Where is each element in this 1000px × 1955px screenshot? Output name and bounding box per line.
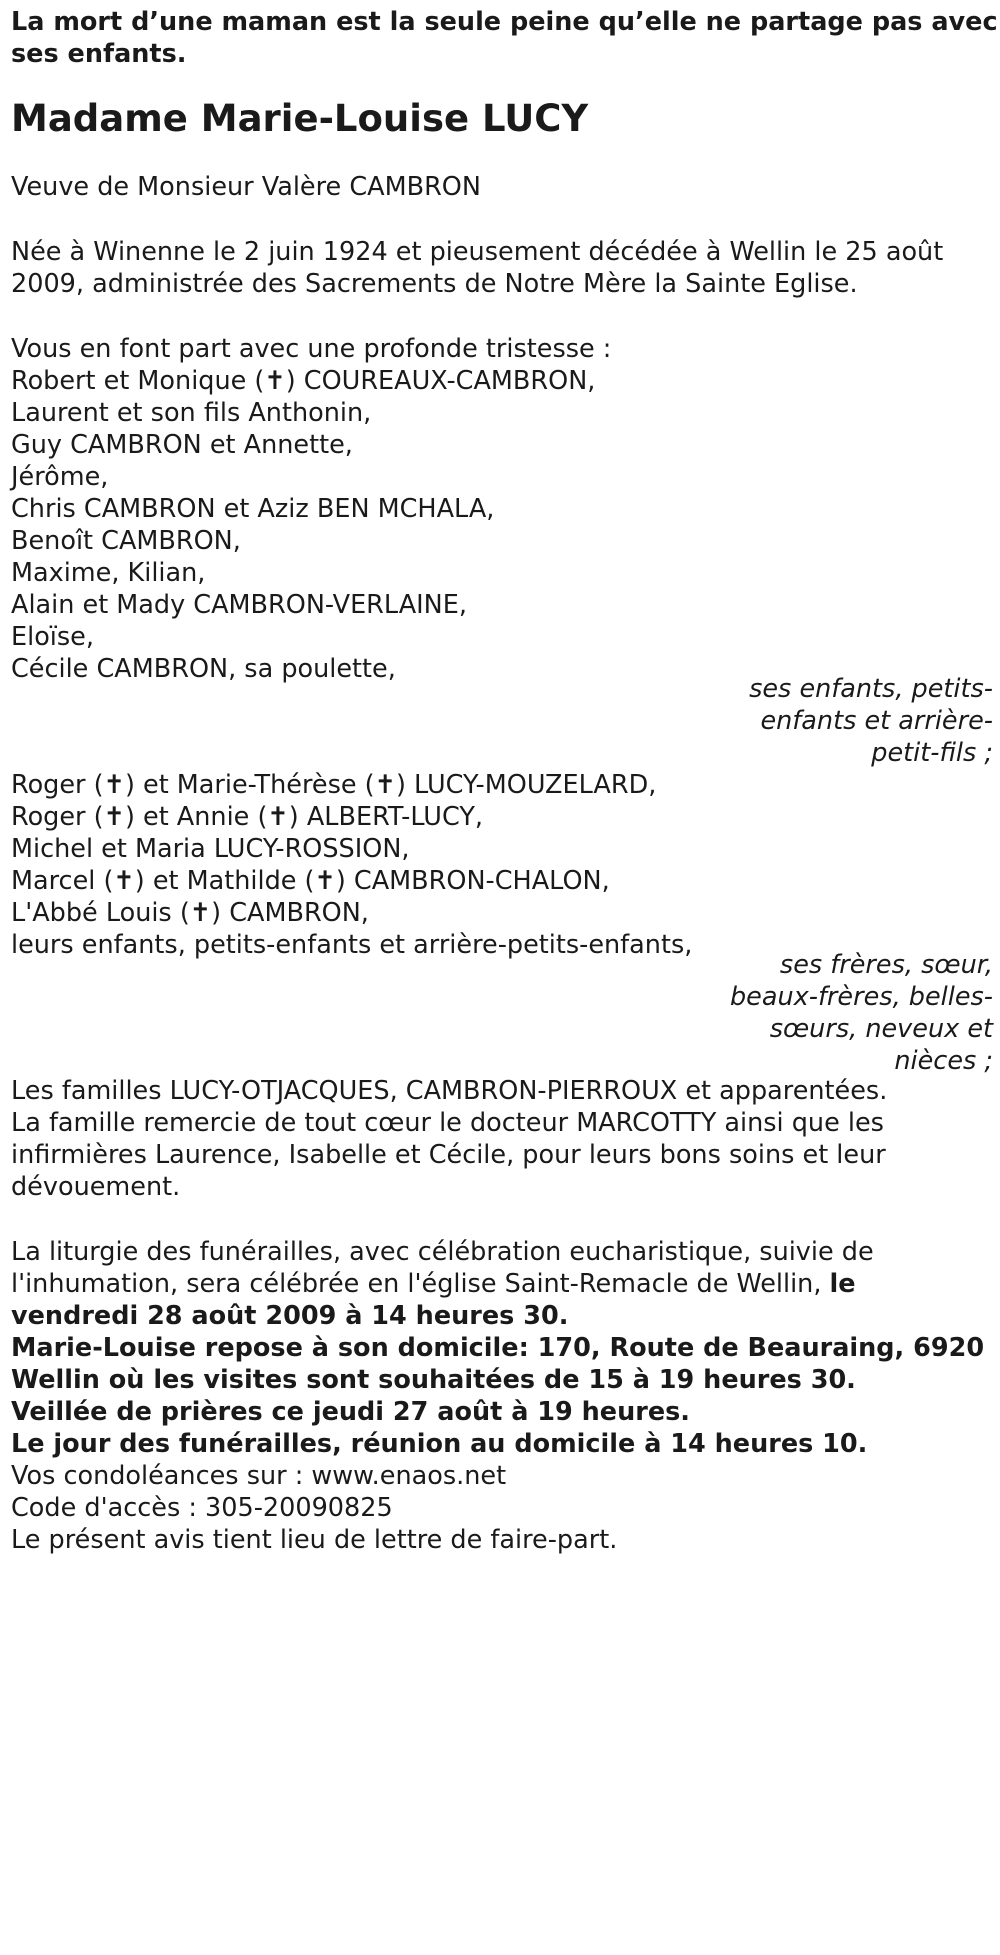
thanks-line: infirmières Laurence, Isabelle et Cécile, pour leurs bons soins et leur <box>11 1140 886 1170</box>
quote-line-1: La mort d’une maman est la seule peine qu’elle ne partage pas avec <box>11 7 998 37</box>
quote-line-2: ses enfants. <box>11 39 187 69</box>
list-item: Benoît CAMBRON, <box>11 526 241 556</box>
list-item: Laurent et son fils Anthonin, <box>11 398 372 428</box>
list-item: Alain et Mady CAMBRON-VERLAINE, <box>11 590 467 620</box>
list-item: Maxime, Kilian, <box>11 558 206 588</box>
families-line: Les familles LUCY-OTJACQUES, CAMBRON-PIERROUX et apparentées. <box>11 1076 888 1106</box>
list-item: Cécile CAMBRON, sa poulette, <box>11 654 396 684</box>
access-code-line: Code d'accès : 305-20090825 <box>11 1493 393 1523</box>
liturgy-line-1: La liturgie des funérailles, avec célébration eucharistique, suivie de <box>11 1237 874 1267</box>
list-item: Jérôme, <box>11 462 109 492</box>
liturgy-line-2-text: l'inhumation, sera célébrée en l'église Saint-Remacle de Wellin, <box>11 1269 830 1299</box>
list-item: Eloïse, <box>11 622 94 652</box>
birth-death-line-1: Née à Winenne le 2 juin 1924 et pieusement décédée à Wellin le 25 août <box>11 237 944 267</box>
vigil-line: Veillée de prières ce jeudi 27 août à 19 heures. <box>11 1397 690 1427</box>
list-item: L'Abbé Louis (✝) CAMBRON, <box>11 898 369 928</box>
list-item: Roger (✝) et Annie (✝) ALBERT-LUCY, <box>11 802 484 832</box>
list-item: Chris CAMBRON et Aziz BEN MCHALA, <box>11 494 495 524</box>
notice-line: Le présent avis tient lieu de lettre de faire-part. <box>11 1525 618 1555</box>
list-item: Michel et Maria LUCY-ROSSION, <box>11 834 410 864</box>
children-role-line: petit-fils ; <box>871 738 993 768</box>
intro-line: Vous en font part avec une profonde tristesse : <box>11 334 612 364</box>
siblings-role-line: sœurs, neveux et <box>769 1014 993 1044</box>
liturgy-date: vendredi 28 août 2009 à 14 heures 30. <box>11 1301 569 1331</box>
thanks-line: La famille remercie de tout cœur le docteur MARCOTTY ainsi que les <box>11 1108 884 1138</box>
siblings-role-line: beaux-frères, belles- <box>730 982 993 1012</box>
children-role-line: ses enfants, petits- <box>749 674 993 704</box>
list-item: Marcel (✝) et Mathilde (✝) CAMBRON-CHALON, <box>11 866 610 896</box>
rest-line-2: Wellin où les visites sont souhaitées de 15 à 19 heures 30. <box>11 1365 856 1395</box>
birth-death-line-2: 2009, administrée des Sacrements de Notre Mère la Sainte Eglise. <box>11 269 858 299</box>
meeting-line: Le jour des funérailles, réunion au domicile à 14 heures 10. <box>11 1429 868 1459</box>
list-item: Guy CAMBRON et Annette, <box>11 430 353 460</box>
list-item: Roger (✝) et Marie-Thérèse (✝) LUCY-MOUZELARD, <box>11 770 657 800</box>
thanks-line: dévouement. <box>11 1172 181 1202</box>
widow-line: Veuve de Monsieur Valère CAMBRON <box>11 172 481 202</box>
siblings-role-line: nièces ; <box>894 1046 993 1076</box>
deceased-name: Madame Marie-Louise LUCY <box>11 97 589 140</box>
children-role-line: enfants et arrière- <box>760 706 993 736</box>
liturgy-line-2-date-start: le <box>829 1269 856 1299</box>
list-item: leurs enfants, petits-enfants et arrière-petits-enfants, <box>11 930 693 960</box>
list-item: Robert et Monique (✝) COUREAUX-CAMBRON, <box>11 366 596 396</box>
rest-line-1: Marie-Louise repose à son domicile: 170, Route de Beauraing, 6920 <box>11 1333 985 1363</box>
siblings-role-line: ses frères, sœur, <box>779 950 993 980</box>
condolences-line: Vos condoléances sur : www.enaos.net <box>11 1461 507 1491</box>
